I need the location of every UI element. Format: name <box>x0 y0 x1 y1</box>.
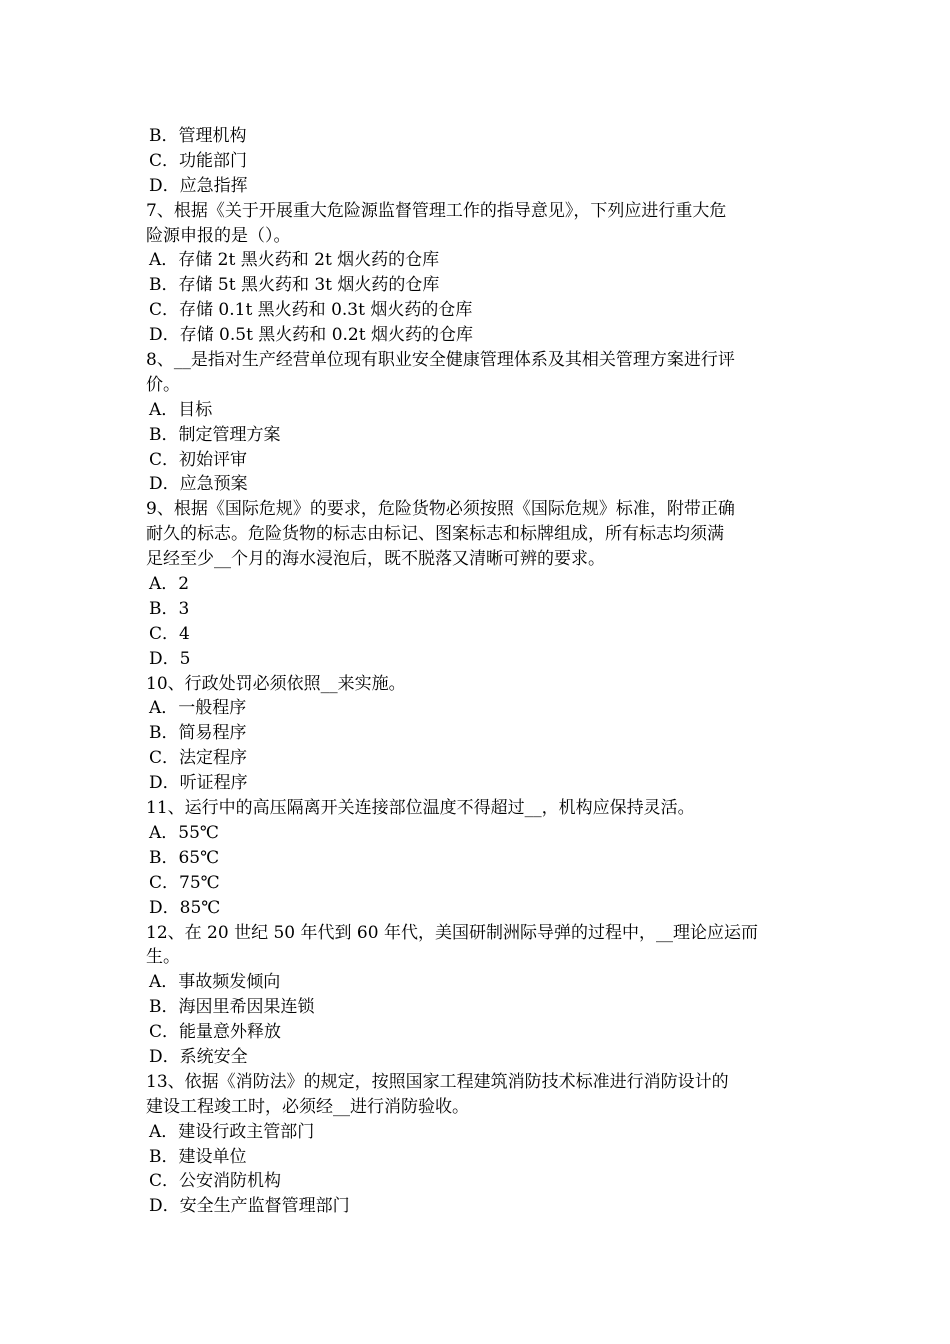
option-line: B．海因里希因果连锁 <box>149 997 315 1018</box>
option-line: D．存储 0.5t 黑火药和 0.2t 烟火药的仓库 <box>149 325 473 346</box>
option-line: A．一般程序 <box>149 698 247 719</box>
option-line: C．功能部门 <box>149 150 248 171</box>
option-line: D．安全生产监督管理部门 <box>149 1196 350 1217</box>
question-stem-line: 险源申报的是（）。 <box>146 225 291 246</box>
option-line: C．4 <box>149 623 190 644</box>
question-stem-line: 价。 <box>146 374 180 395</box>
option-line: B．存储 5t 黑火药和 3t 烟火药的仓库 <box>149 275 440 296</box>
option-line: C．法定程序 <box>149 748 248 769</box>
option-line: A．建设行政主管部门 <box>149 1121 315 1142</box>
option-line: B．管理机构 <box>149 126 247 146</box>
option-line: B．65℃ <box>149 847 220 868</box>
option-line: D．5 <box>149 648 191 669</box>
option-line: C．公安消防机构 <box>149 1171 282 1192</box>
option-line: C．75℃ <box>149 872 220 893</box>
question-stem-line: 11、运行中的高压隔离开关连接部位温度不得超过__，机构应保持灵活。 <box>146 798 695 819</box>
question-stem-line: 建设工程竣工时，必须经__进行消防验收。 <box>146 1096 469 1117</box>
question-stem-line: 7、根据《关于开展重大危险源监督管理工作的指导意见》，下列应进行重大危 <box>146 200 727 221</box>
option-line: A．事故频发倾向 <box>149 972 281 993</box>
question-stem-line: 8、__是指对生产经营单位现有职业安全健康管理体系及其相关管理方案进行评 <box>146 350 735 371</box>
option-line: D．应急指挥 <box>149 175 248 196</box>
option-line: C．初始评审 <box>149 449 248 470</box>
option-line: D．听证程序 <box>149 773 248 794</box>
option-line: D．应急预案 <box>149 474 248 495</box>
option-line: D．85℃ <box>149 897 221 918</box>
option-line: C．能量意外释放 <box>149 1022 282 1043</box>
option-line: B．简易程序 <box>149 723 247 744</box>
option-line: A．2 <box>149 574 190 595</box>
question-stem-line: 10、行政处罚必须依照__来实施。 <box>146 673 406 694</box>
question-stem-line: 生。 <box>146 947 180 968</box>
option-line: D．系统安全 <box>149 1046 248 1067</box>
question-stem-line: 耐久的标志。危险货物的标志由标记、图案标志和标牌组成，所有标志均须满 <box>146 524 724 545</box>
option-line: B．制定管理方案 <box>149 424 281 445</box>
question-stem-line: 9、根据《国际危规》的要求，危险货物必须按照《国际危规》标准，附带正确 <box>146 499 735 520</box>
question-stem-line: 12、在 20 世纪 50 年代到 60 年代，美国研制洲际导弹的过程中，__理论应运而 <box>146 922 758 943</box>
option-line: B．3 <box>149 598 190 619</box>
document-page <box>146 124 808 1219</box>
option-line: B．建设单位 <box>149 1146 247 1167</box>
option-line: A．55℃ <box>149 822 219 843</box>
option-line: A．存储 2t 黑火药和 2t 烟火药的仓库 <box>149 250 440 271</box>
option-line: A．目标 <box>149 399 213 420</box>
option-line: C．存储 0.1t 黑火药和 0.3t 烟火药的仓库 <box>149 300 473 321</box>
question-stem-line: 13、依据《消防法》的规定，按照国家工程建筑消防技术标准进行消防设计的 <box>146 1071 729 1092</box>
question-stem-line: 足经至少__个月的海水浸泡后，既不脱落又清晰可辨的要求。 <box>146 549 605 570</box>
